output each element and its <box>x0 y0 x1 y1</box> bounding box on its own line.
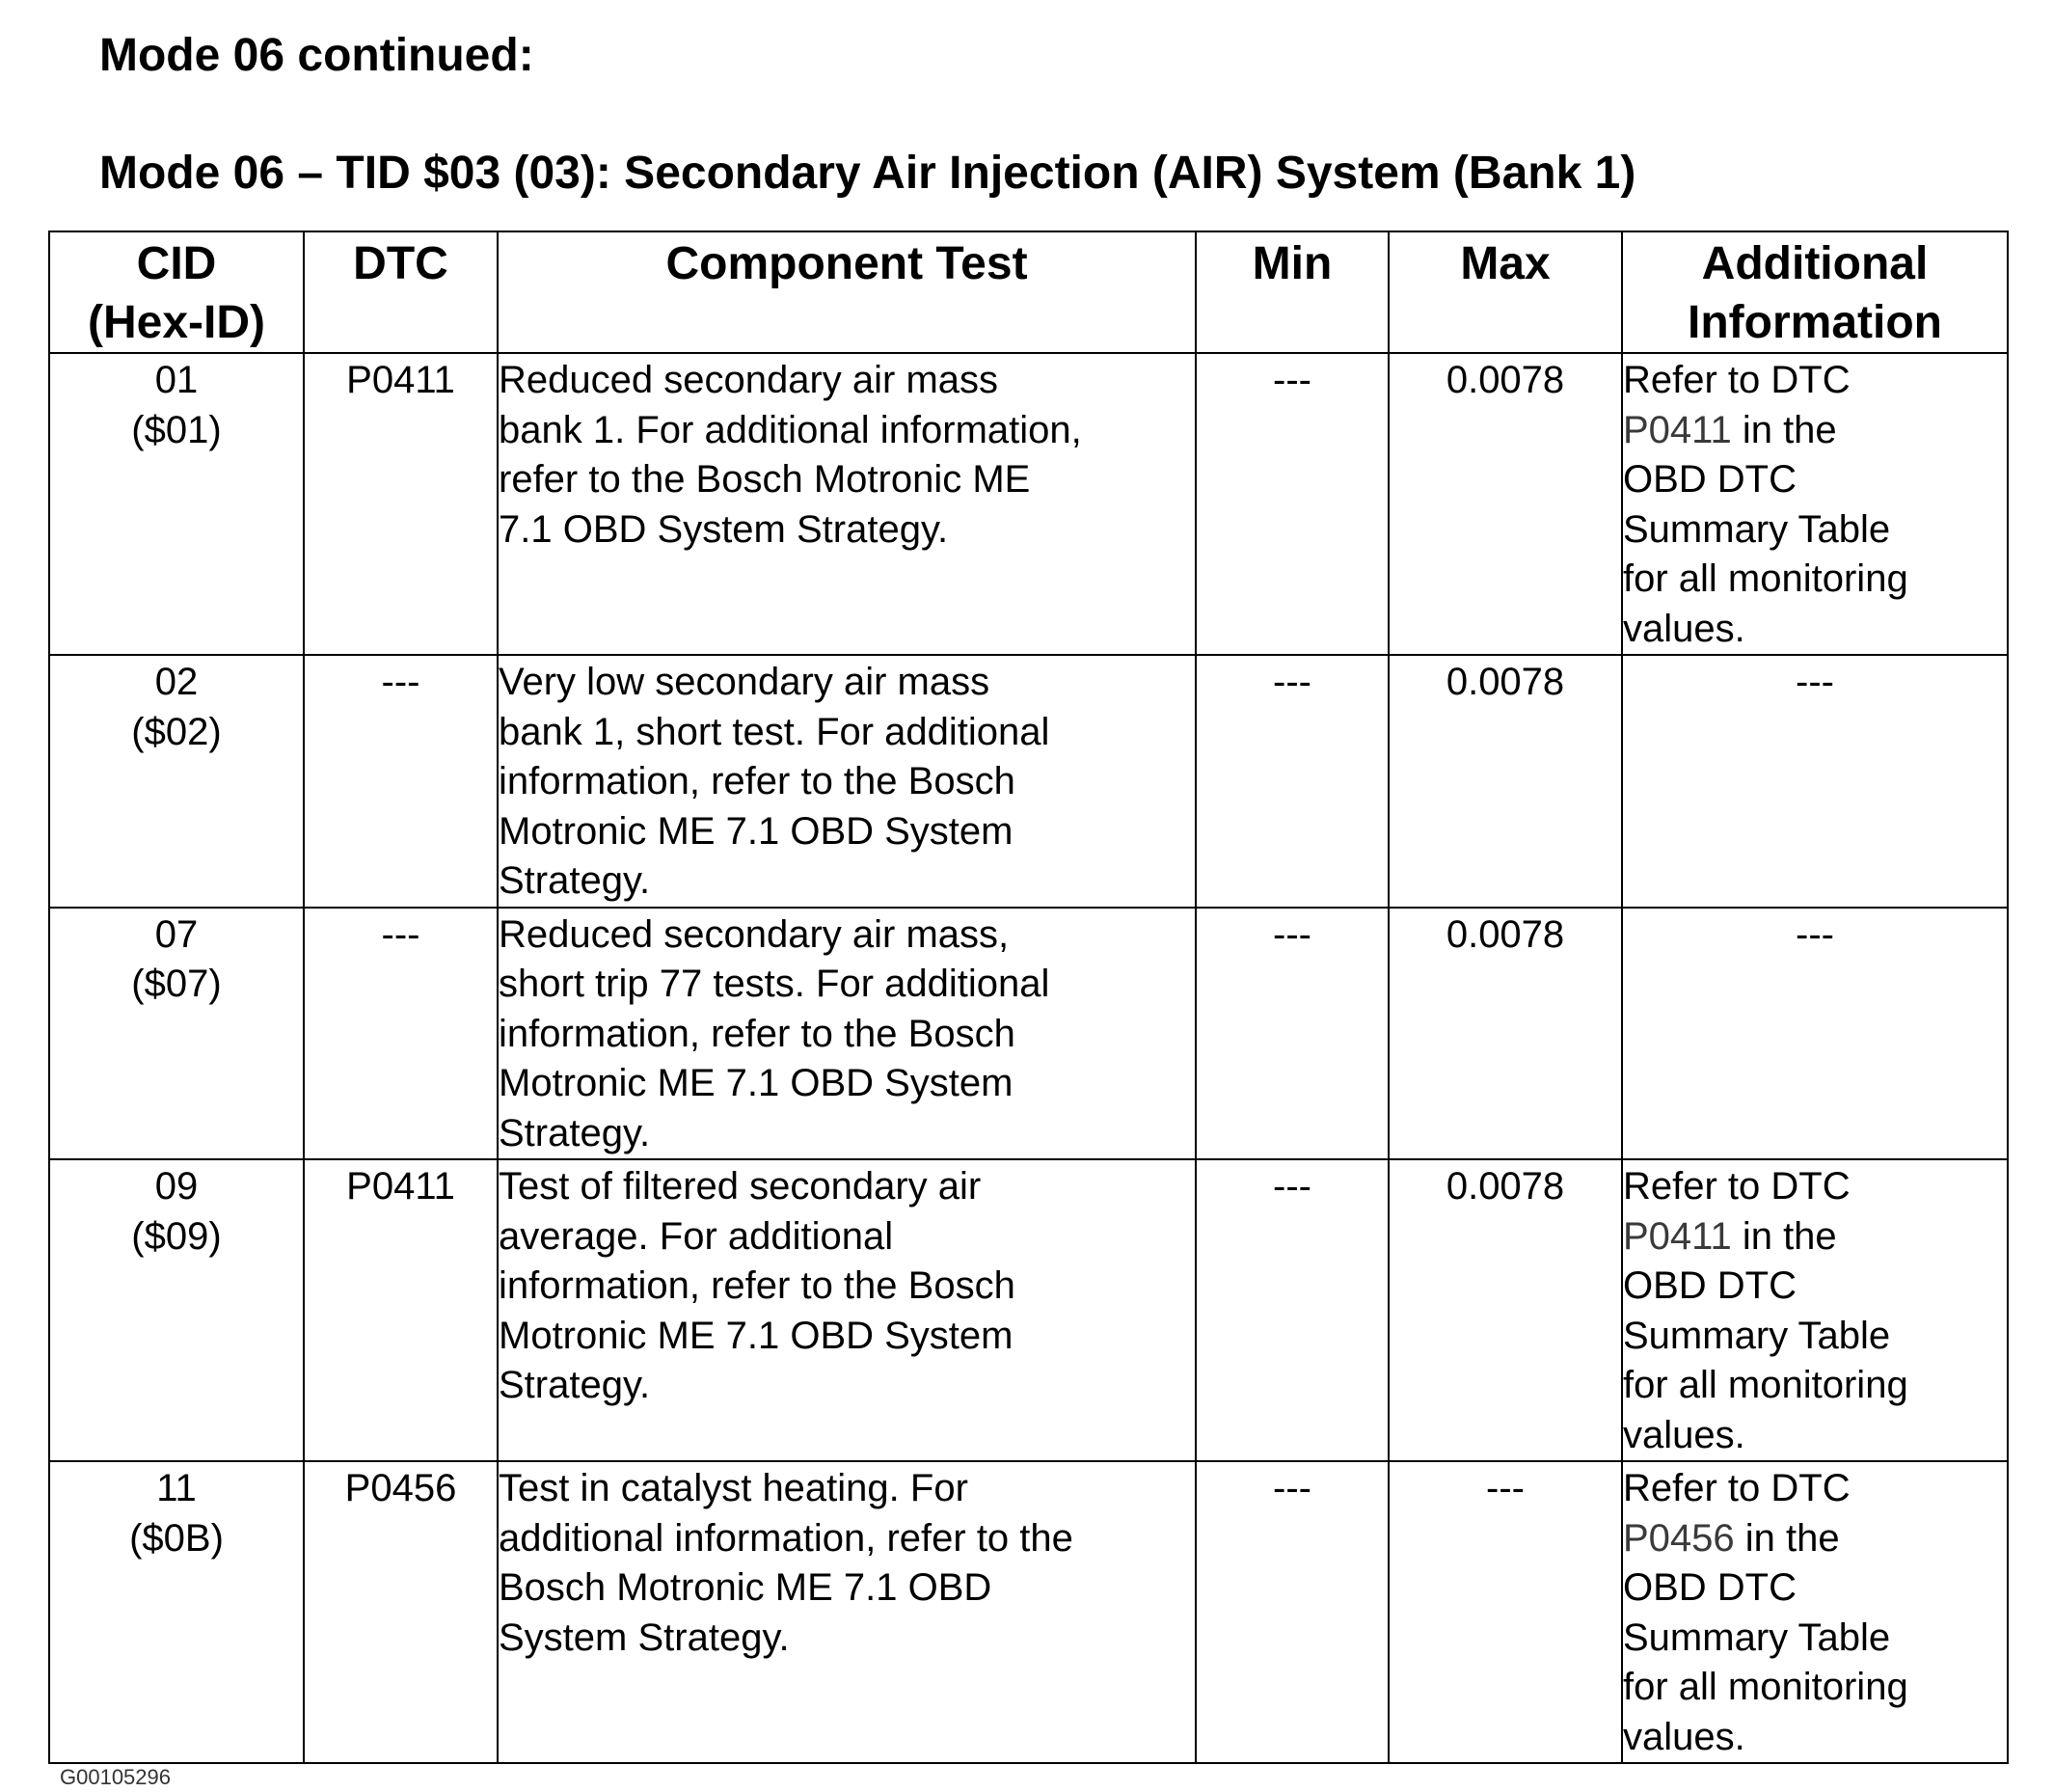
min-cell: --- <box>1196 1159 1389 1461</box>
figure-id: G00105296 <box>60 1765 171 1789</box>
info-line: values. <box>1623 607 1745 650</box>
component-test-cell <box>498 1461 1196 1763</box>
test-line: information, refer to the Bosch <box>499 1012 1015 1055</box>
max-cell: 0.0078 <box>1389 1159 1622 1461</box>
info-line <box>1623 1212 2007 1263</box>
dtc-cell: P0456 <box>304 1461 498 1763</box>
cid-hex: ($0B) <box>129 1516 224 1560</box>
cid-hex: ($02) <box>131 710 222 753</box>
max-cell: 0.0078 <box>1389 353 1622 655</box>
test-line: Strategy. <box>499 859 651 902</box>
test-line: Bosch Motronic ME 7.1 OBD <box>499 1566 992 1609</box>
header-line: CID <box>136 238 217 289</box>
additional-info-cell: --- <box>1622 908 2008 1160</box>
cid-value: 07 <box>154 912 199 956</box>
info-line-suffix: in the <box>1731 1214 1837 1258</box>
additional-info-cell: --- <box>1622 655 2008 908</box>
info-line: Refer to DTC <box>1623 359 1851 401</box>
test-line: additional information, refer to the <box>499 1516 1073 1560</box>
additional-info-cell <box>1622 353 2008 655</box>
test-line: Strategy. <box>499 1111 651 1154</box>
test-line: Motronic ME 7.1 OBD System <box>499 1062 1013 1104</box>
header-component-test <box>498 231 1196 353</box>
mode-06-table <box>48 231 2009 1764</box>
header-line: Information <box>1688 297 1942 348</box>
max-cell: 0.0078 <box>1389 655 1622 908</box>
test-line: bank 1. For additional information, <box>499 408 1082 451</box>
info-line: for all monitoring <box>1623 1364 1908 1406</box>
test-line: Test of filtered secondary air <box>499 1165 982 1208</box>
header-line: Max <box>1460 238 1551 289</box>
cid-cell <box>49 1461 304 1763</box>
cid-hex: ($01) <box>131 408 222 451</box>
test-line: Very low secondary air mass <box>499 661 990 703</box>
cid-hex: ($07) <box>131 963 222 1005</box>
info-line: OBD DTC <box>1623 458 1797 501</box>
cid-cell <box>49 1159 304 1461</box>
header-cid <box>49 231 304 353</box>
test-line: 7.1 OBD System Strategy. <box>499 507 949 551</box>
info-line: OBD DTC <box>1623 1264 1797 1307</box>
additional-info-cell <box>1622 1159 2008 1461</box>
component-test-cell <box>498 353 1196 655</box>
info-line: values. <box>1623 1413 1745 1456</box>
info-line <box>1623 1514 2007 1564</box>
min-cell: --- <box>1196 655 1389 908</box>
test-line: information, refer to the Bosch <box>499 1264 1015 1307</box>
component-test-cell <box>498 908 1196 1160</box>
test-line: System Strategy. <box>499 1616 790 1659</box>
test-line: short trip 77 tests. For additional <box>499 963 1050 1005</box>
header-line: Additional <box>1701 238 1929 289</box>
info-line: Summary Table <box>1623 1314 1891 1357</box>
component-test-cell <box>498 1159 1196 1461</box>
dtc-cell: --- <box>304 908 498 1160</box>
dtc-reference-link[interactable]: P0411 <box>1623 408 1732 451</box>
cid-hex: ($09) <box>131 1214 222 1258</box>
info-line-suffix: in the <box>1731 408 1837 451</box>
header-line: Component Test <box>665 238 1028 289</box>
info-line: OBD DTC <box>1623 1566 1797 1609</box>
min-cell: --- <box>1196 353 1389 655</box>
info-line-suffix: in the <box>1734 1516 1840 1560</box>
min-cell: --- <box>1196 908 1389 1160</box>
header-line: DTC <box>353 238 448 289</box>
header-additional-information <box>1622 231 2008 353</box>
dtc-cell: P0411 <box>304 1159 498 1461</box>
info-line: for all monitoring <box>1623 1666 1908 1708</box>
cid-value: 09 <box>154 1165 199 1208</box>
header-row <box>49 231 2008 353</box>
cid-value: 01 <box>154 359 199 401</box>
table-row <box>49 1461 2008 1763</box>
additional-info-cell <box>1622 1461 2008 1763</box>
header-line: (Hex-ID) <box>87 297 265 348</box>
test-line: information, refer to the Bosch <box>499 760 1015 802</box>
info-line: Summary Table <box>1623 507 1891 551</box>
test-line: Reduced secondary air mass, <box>499 912 1010 956</box>
cid-value: 02 <box>154 661 199 703</box>
test-line: Motronic ME 7.1 OBD System <box>499 1314 1013 1357</box>
min-cell: --- <box>1196 1461 1389 1763</box>
header-min <box>1196 231 1389 353</box>
header-dtc <box>304 231 498 353</box>
cid-value: 11 <box>156 1467 197 1509</box>
dtc-reference-link[interactable]: P0411 <box>1623 1214 1732 1258</box>
test-line: Reduced secondary air mass <box>499 359 999 401</box>
table-row <box>49 1159 2008 1461</box>
info-line <box>1623 406 2007 456</box>
dtc-cell: --- <box>304 655 498 908</box>
cid-cell <box>49 655 304 908</box>
dtc-reference-link[interactable]: P0456 <box>1623 1516 1735 1560</box>
info-line: Summary Table <box>1623 1616 1891 1659</box>
cid-cell <box>49 353 304 655</box>
dtc-cell: P0411 <box>304 353 498 655</box>
table-row <box>49 655 2008 908</box>
test-line: average. For additional <box>499 1214 894 1258</box>
table-row <box>49 908 2008 1160</box>
max-cell: 0.0078 <box>1389 908 1622 1160</box>
test-line: Test in catalyst heating. For <box>499 1467 968 1509</box>
continued-heading: Mode 06 continued: <box>99 30 534 81</box>
header-line: Min <box>1252 238 1333 289</box>
cid-cell <box>49 908 304 1160</box>
test-line: refer to the Bosch Motronic ME <box>499 458 1031 501</box>
header-max <box>1389 231 1622 353</box>
test-line: Strategy. <box>499 1364 651 1406</box>
test-line: bank 1, short test. For additional <box>499 710 1050 753</box>
info-line: Refer to DTC <box>1623 1165 1851 1208</box>
table-row <box>49 353 2008 655</box>
component-test-cell <box>498 655 1196 908</box>
info-line: for all monitoring <box>1623 557 1908 600</box>
section-heading: Mode 06 – TID $03 (03): Secondary Air Injection (AIR) System (Bank 1) <box>99 148 1636 199</box>
max-cell: --- <box>1389 1461 1622 1763</box>
info-line: Refer to DTC <box>1623 1467 1851 1509</box>
info-line: values. <box>1623 1715 1745 1758</box>
test-line: Motronic ME 7.1 OBD System <box>499 809 1013 853</box>
